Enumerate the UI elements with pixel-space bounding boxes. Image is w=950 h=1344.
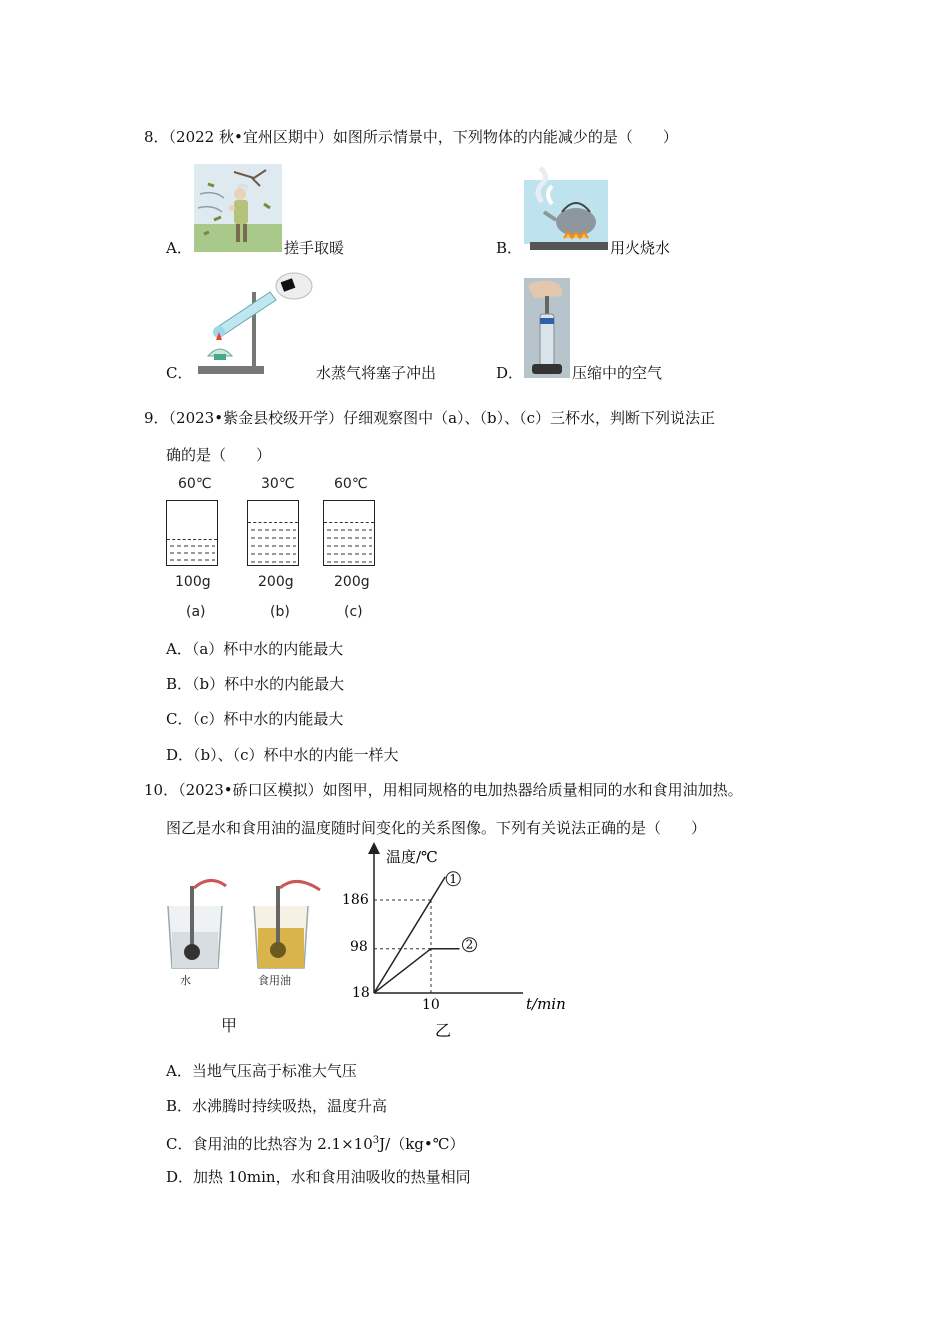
y-tick-186: 186	[342, 892, 369, 908]
q8-option-b-letter: B．	[496, 239, 523, 257]
series-line-1	[374, 877, 445, 993]
series-label-1: 1	[449, 871, 458, 886]
fig-yi-chart	[330, 840, 600, 1045]
y-axis-label: 温度/℃	[386, 848, 438, 866]
q8-option-c-image	[194, 270, 314, 380]
q9-stem-line2: 确的是（ ）	[166, 446, 272, 464]
cup-b-temp: 30℃	[261, 476, 295, 492]
cup-b-water	[248, 522, 298, 565]
q10-stem-line2: 图乙是水和食用油的温度随时间变化的关系图像。下列有关说法正确的是（ ）	[166, 819, 707, 837]
series-label-2: 2	[465, 937, 474, 952]
q8-option-d-letter: D．	[496, 364, 524, 382]
y-tick-18: 18	[352, 985, 370, 1001]
q9-option-c: C．（c）杯中水的内能最大	[166, 710, 344, 728]
q8-option-a-letter: A．	[166, 239, 192, 257]
q9-stem-line1: 9．（2023•紫金县校级开学）仔细观察图中（a）、（b）、（c）三杯水，判断下列说法正	[144, 409, 716, 427]
q8-option-c-caption: 水蒸气将塞子冲出	[316, 364, 437, 382]
q10-option-c	[166, 1131, 465, 1154]
x-tick-10: 10	[422, 997, 440, 1013]
cup-c-water	[324, 522, 374, 565]
q8-option-b-image	[524, 164, 608, 252]
q9-option-b: B．（b）杯中水的内能最大	[166, 675, 345, 693]
fig-jia-caption: 甲	[221, 1016, 238, 1035]
q8-option-d-caption: 压缩中的空气	[572, 364, 663, 382]
q9-option-a: A．（a）杯中水的内能最大	[166, 640, 344, 658]
cup-c-temp: 60℃	[334, 476, 368, 492]
cup-a-label: (a)	[186, 604, 206, 620]
cup-b-label: (b)	[270, 604, 290, 620]
cup-b	[247, 500, 299, 566]
cup-c	[323, 500, 375, 566]
q10-option-b: B．水沸腾时持续吸热，温度升高	[166, 1097, 388, 1115]
q9-option-d: D．（b）、（c）杯中水的内能一样大	[166, 746, 399, 764]
q8-option-c-letter: C．	[166, 364, 193, 382]
cup-a-water	[167, 539, 217, 565]
q10-option-c-suffix: J/（kg•℃）	[379, 1135, 465, 1153]
fig-jia-water-label: 水	[180, 974, 191, 987]
q10-option-a: A．当地气压高于标准大气压	[166, 1062, 357, 1080]
cup-c-label: (c)	[344, 604, 363, 620]
fig-jia-oil-label: 食用油	[258, 974, 291, 987]
x-axis-label: t/min	[526, 995, 566, 1013]
cup-a-mass: 100g	[175, 574, 211, 590]
q8-option-b-caption: 用火烧水	[610, 239, 671, 257]
y-tick-98: 98	[350, 939, 368, 955]
fig-jia-beakers	[160, 876, 330, 972]
q10-option-c-exponent: 3	[372, 1135, 380, 1146]
cup-b-mass: 200g	[258, 574, 294, 590]
q8-stem: 8．（2022 秋•宜州区期中）如图所示情景中，下列物体的内能减少的是（ ）	[144, 128, 678, 146]
q10-stem-line1: 10．（2023•硚口区模拟）如图甲，用相同规格的电加热器给质量相同的水和食用油加热。	[144, 781, 743, 799]
cup-a	[166, 500, 218, 566]
q8-option-d-image	[524, 278, 570, 378]
cup-c-mass: 200g	[334, 574, 370, 590]
q10-option-d: D．加热 10min，水和食用油吸收的热量相同	[166, 1168, 471, 1186]
cup-a-temp: 60℃	[178, 476, 212, 492]
q8-option-a-image	[194, 164, 282, 252]
q10-option-c-prefix: C．食用油的比热容为 2.1×10	[166, 1135, 373, 1153]
q8-option-a-caption: 搓手取暖	[284, 239, 345, 257]
fig-yi-caption: 乙	[435, 1021, 452, 1040]
